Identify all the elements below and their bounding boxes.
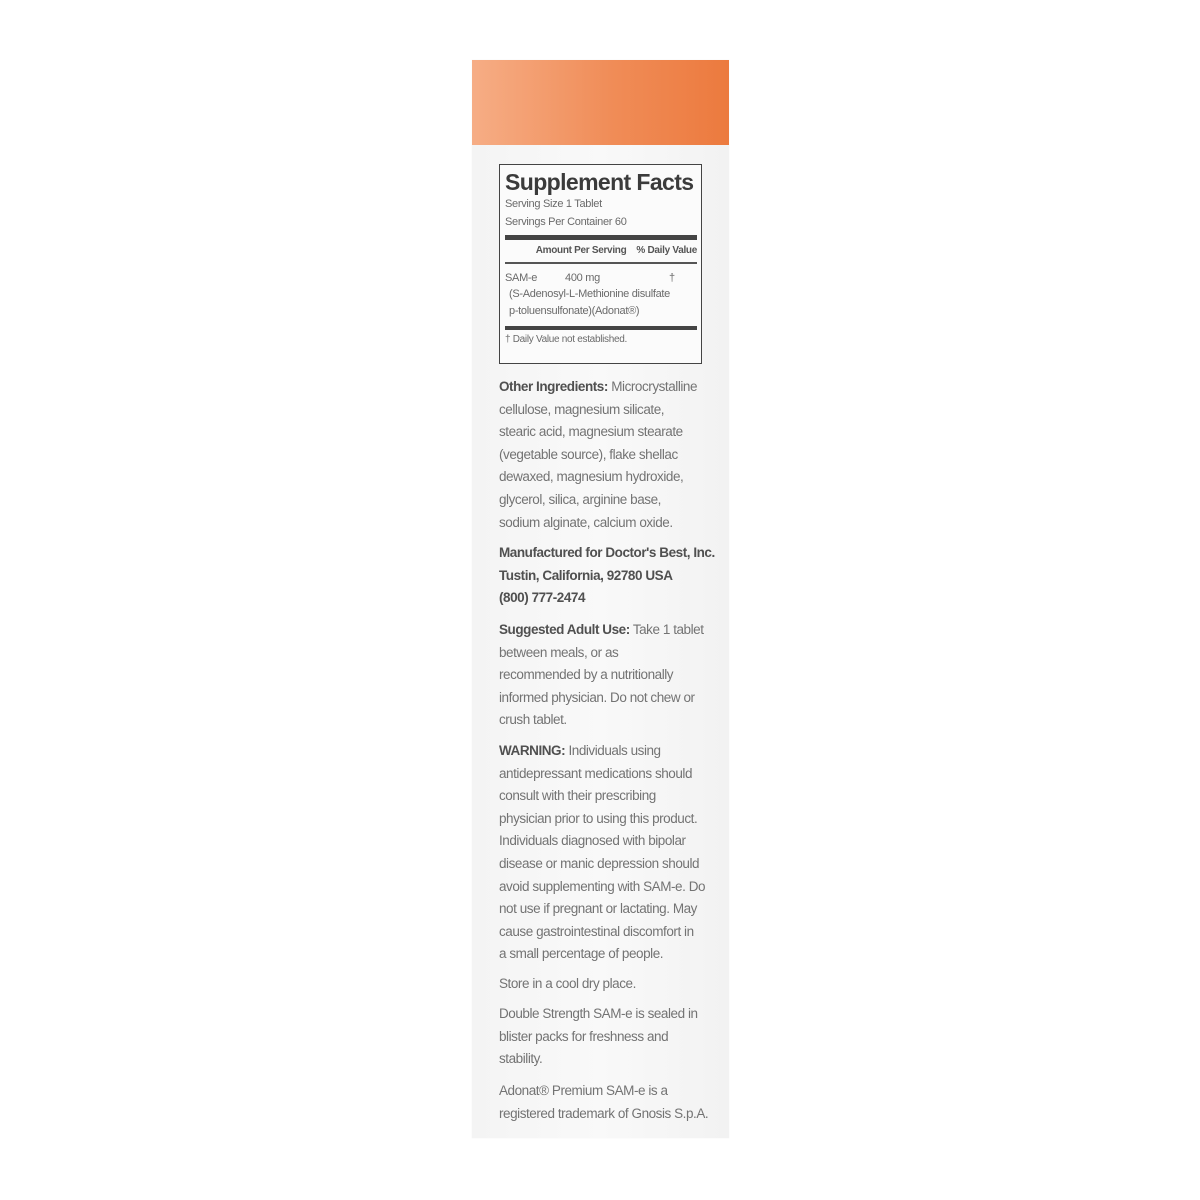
warning-line: avoid supplementing with SAM-e. Do — [499, 878, 706, 894]
warning-line: consult with their prescribing — [499, 788, 656, 804]
supplement-facts-title: Supplement Facts — [505, 169, 694, 195]
other-ingredients-line: dewaxed, magnesium hydroxide, — [499, 469, 684, 485]
orange-top-band — [472, 60, 729, 145]
suggested-use-line: Take 1 tablet — [629, 622, 704, 637]
other-ingredients-line: sodium alginate, calcium oxide. — [499, 514, 673, 530]
warning-line: cause gastrointestinal discomfort in — [499, 923, 694, 939]
other-ingredients-label: Other Ingredients: — [499, 379, 608, 394]
warning-line: Individuals using — [565, 743, 661, 758]
other-ingredients — [499, 376, 711, 534]
warning-line: a small percentage of people. — [499, 946, 664, 962]
trademark-line: registered trademark of Gnosis S.p.A. — [499, 1105, 709, 1121]
warning-line: Individuals diagnosed with bipolar — [499, 833, 686, 849]
suggested-use — [499, 619, 711, 732]
warning-line: disease or manic depression should — [499, 855, 700, 871]
warning-line: antidepressant medications should — [499, 765, 693, 781]
trademark-note — [499, 1080, 711, 1125]
supplement-facts-panel — [499, 164, 702, 364]
nutrient-row-same — [505, 270, 697, 286]
product-box-side-panel — [472, 60, 729, 1138]
warning-label: WARNING: — [499, 743, 566, 758]
storage-line: Store in a cool dry place. — [499, 976, 636, 991]
serving-size: Serving Size 1 Tablet — [505, 198, 602, 210]
nutrient-amount: 400 mg — [565, 272, 600, 284]
other-ingredients-line: cellulose, magnesium silicate, — [499, 401, 665, 417]
suggested-use-line: between meals, or as — [499, 644, 619, 660]
blister-pack-line: blister packs for freshness and — [499, 1028, 669, 1044]
daily-value-footnote: † Daily Value not established. — [505, 334, 628, 345]
suggested-use-line: recommended by a nutritionally — [499, 667, 674, 683]
blister-pack-line: Double Strength SAM-e is sealed in — [499, 1006, 698, 1021]
trademark-line: Adonat® Premium SAM-e is a — [499, 1083, 668, 1098]
suggested-use-line: informed physician. Do not chew or — [499, 689, 695, 705]
warning-line: not use if pregnant or lactating. May — [499, 901, 697, 917]
nutrient-description-line-1: (S-Adenosyl-L-Methionine disulfate — [509, 288, 670, 300]
manufacturer-info — [499, 542, 715, 610]
daily-value-header: % Daily Value — [636, 245, 697, 256]
suggested-use-label: Suggested Adult Use: — [499, 622, 630, 637]
other-ingredients-line: Microcrystalline — [607, 379, 698, 394]
warning-line: physician prior to using this product. — [499, 810, 698, 826]
nutrient-daily-value: † — [669, 272, 675, 284]
thin-divider — [505, 262, 697, 264]
warning-text — [499, 740, 711, 966]
nutrient-description-line-2: p-toluensulfonate)(Adonat®) — [509, 305, 640, 317]
other-ingredients-line: glycerol, silica, arginine base, — [499, 491, 661, 507]
manufacturer-address: Tustin, California, 92780 USA — [499, 567, 673, 583]
amount-per-serving-header: Amount Per Serving — [535, 245, 627, 256]
blister-pack-note — [499, 1003, 711, 1071]
manufacturer-phone: (800) 777-2474 — [499, 590, 586, 606]
suggested-use-line: crush tablet. — [499, 712, 567, 728]
other-ingredients-line: stearic acid, magnesium stearate — [499, 424, 683, 440]
nutrient-name: SAM-e — [505, 272, 538, 284]
other-ingredients-line: (vegetable source), flake shellac — [499, 446, 678, 462]
manufacturer-line: Manufactured for Doctor's Best, Inc. — [499, 545, 715, 560]
facts-column-header — [505, 240, 697, 262]
blister-pack-line: stability. — [499, 1051, 543, 1067]
servings-per-container: Servings Per Container 60 — [505, 216, 627, 228]
storage-instructions — [499, 973, 711, 996]
